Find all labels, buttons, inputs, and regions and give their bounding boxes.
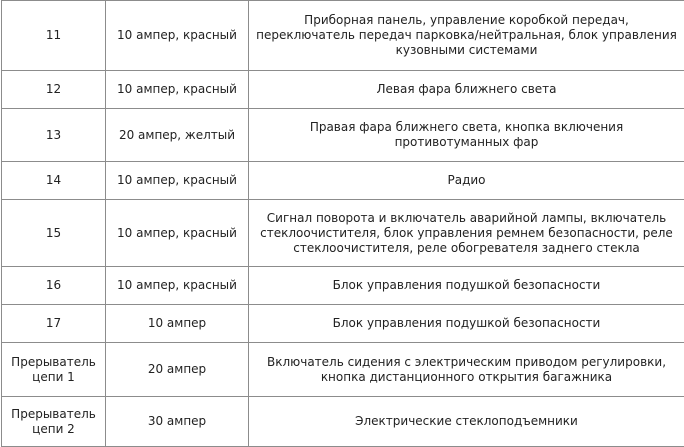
fuse-description: Электрические стеклоподъемники: [249, 397, 684, 447]
table-row: [2, 200, 684, 267]
table-row: [2, 162, 684, 200]
fuse-description: Сигнал поворота и включатель аварийной лампы, включатель стеклоочистителя, блок управления ремнем безопасности, реле стеклоочистителя, реле обогревателя заднего стекла: [249, 200, 684, 267]
fuse-rating: 10 ампер, красный: [106, 1, 249, 71]
fuse-table: [1, 0, 684, 447]
fuse-description: Блок управления подушкой безопасности: [249, 305, 684, 343]
fuse-number: 15: [2, 200, 106, 267]
fuse-number: 12: [2, 71, 106, 109]
fuse-rating: 10 ампер: [106, 305, 249, 343]
fuse-description: Приборная панель, управление коробкой передач, переключатель передач парковка/нейтральная, блок управления кузовными системами: [249, 1, 684, 71]
table-row: [2, 1, 684, 71]
table-row: [2, 343, 684, 397]
fuse-number: 11: [2, 1, 106, 71]
table-row: [2, 305, 684, 343]
fuse-number: 16: [2, 267, 106, 305]
fuse-number: Прерыватель цепи 2: [2, 397, 106, 447]
fuse-rating: 20 ампер, желтый: [106, 109, 249, 162]
table-row: [2, 109, 684, 162]
fuse-rating: 30 ампер: [106, 397, 249, 447]
fuse-description: Включатель сидения с электрическим приводом регулировки, кнопка дистанционного открытия багажника: [249, 343, 684, 397]
fuse-number: 13: [2, 109, 106, 162]
fuse-description: Левая фара ближнего света: [249, 71, 684, 109]
fuse-number: Прерыватель цепи 1: [2, 343, 106, 397]
fuse-rating: 10 ампер, красный: [106, 162, 249, 200]
table-row: [2, 267, 684, 305]
fuse-rating: 10 ампер, красный: [106, 267, 249, 305]
fuse-rating: 10 ампер, красный: [106, 200, 249, 267]
table-row: [2, 397, 684, 447]
fuse-description: Правая фара ближнего света, кнопка включения противотуманных фар: [249, 109, 684, 162]
fuse-description: Радио: [249, 162, 684, 200]
fuse-rating: 10 ампер, красный: [106, 71, 249, 109]
fuse-description: Блок управления подушкой безопасности: [249, 267, 684, 305]
table-row: [2, 71, 684, 109]
fuse-number: 14: [2, 162, 106, 200]
fuse-number: 17: [2, 305, 106, 343]
fuse-rating: 20 ампер: [106, 343, 249, 397]
